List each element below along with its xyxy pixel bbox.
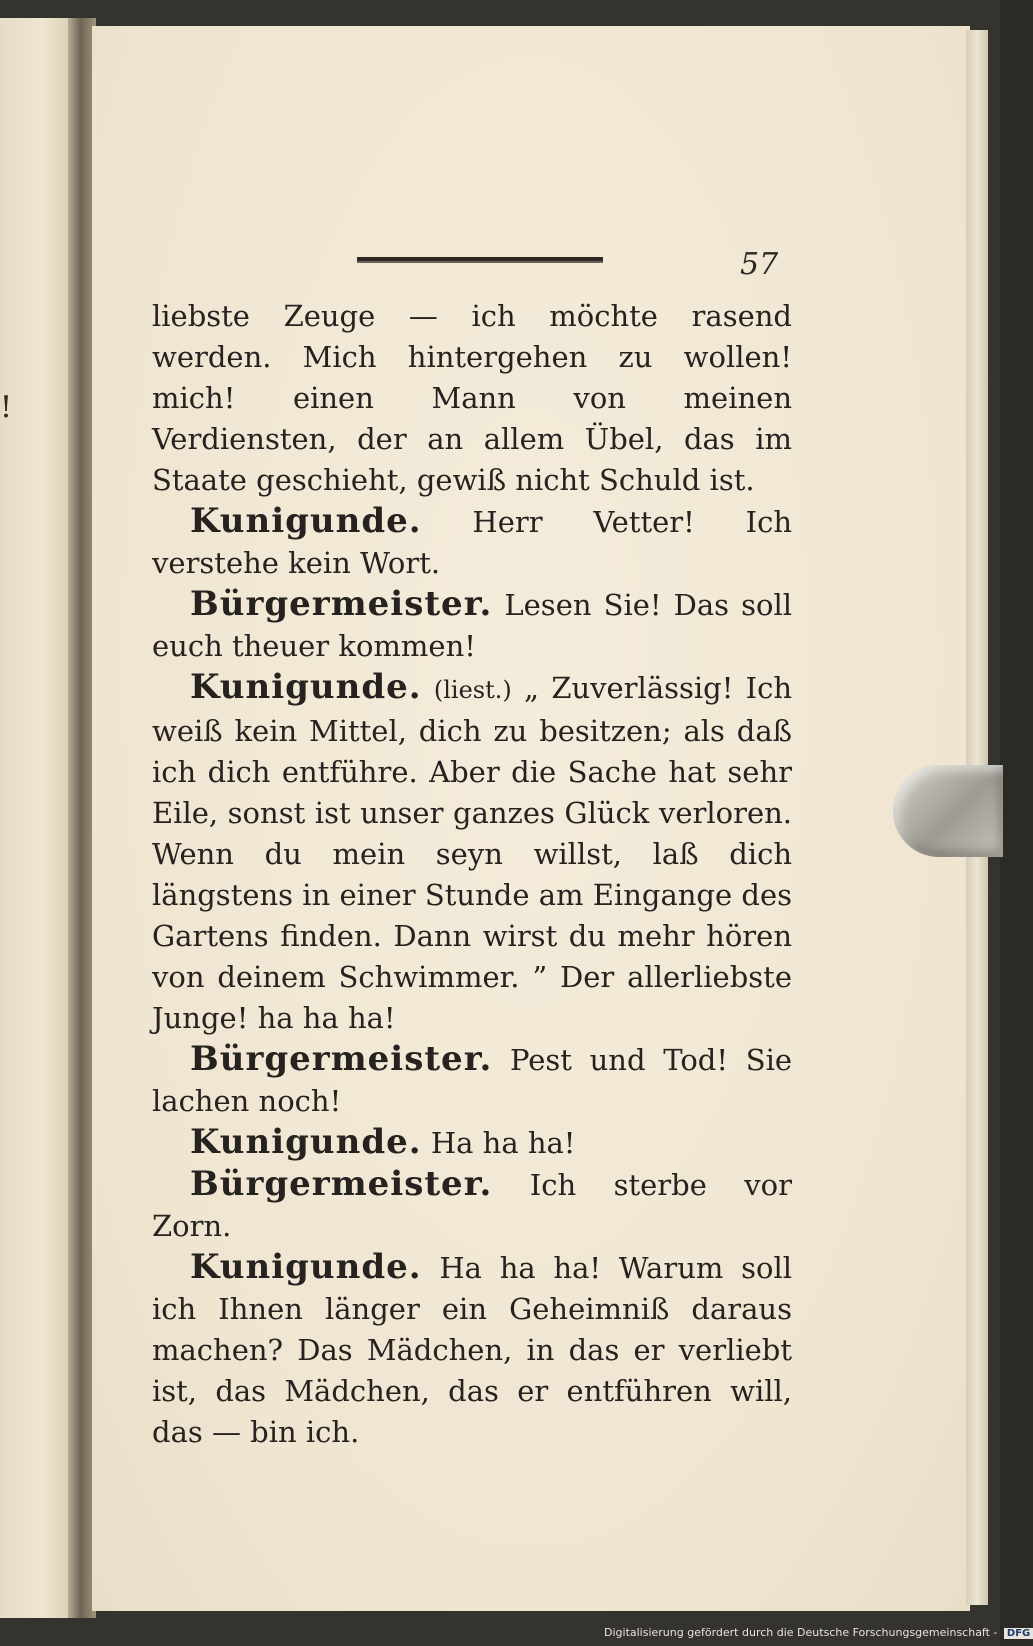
dialogue-entry [152,1039,792,1122]
speech-text: Pest und Tod! Sie lachen noch! [152,1043,793,1118]
dialogue-entry [152,1122,792,1164]
digitization-credit [604,1626,1033,1639]
left-page-mark: ! [0,390,13,425]
speech-text: Ha ha ha! Warum soll ich Ihnen länger ein Geheimniß daraus machen? Das Mädchen, in das er verliebt ist, das Mädchen, das er entführen will, das — bin ich. [152,1251,793,1449]
speaker-name: Kunigunde. [190,501,422,541]
dialogue-entry [152,667,792,1039]
speech-text: Lesen Sie! Das soll euch theuer kommen! [152,588,792,663]
speaker-name: Kunigunde. [190,667,422,707]
dialogue-entry [152,501,792,584]
dialogue-entry [152,584,792,667]
speaker-name: Kunigunde. [190,1122,422,1162]
header-rule [357,257,603,263]
speaker-name: Bürgermeister. [190,1164,493,1204]
page-text [152,296,792,1453]
dfg-logo: DFG [1004,1628,1033,1639]
stage-direction: (liest.) [433,676,512,704]
speech-text: „ Zuverlässig! Ich weiß kein Mittel, dich zu besitzen; als daß ich dich entführe. Aber die Sache hat sehr Eile, sonst ist unser ganzes Glück verloren. Wenn du mein seyn willst, laß dich längstens in einer Stunde am Eingange des Gartens finden. Dann wirst du mehr hören von deinem Schwimmer. ” Der allerliebste Junge! ha ha ha! [152,671,793,1035]
speech-text: Ich sterbe vor Zorn. [152,1168,792,1243]
dialogue-entry [152,1164,792,1247]
speech-text: Herr Vetter! Ich verstehe kein Wort. [152,505,792,580]
speech-text: Ha ha ha! [430,1126,576,1160]
page-clip [893,765,1003,857]
speaker-name: Bürgermeister. [190,584,493,624]
page-number: 57 [740,247,779,282]
credit-text: Digitalisierung gefördert durch die Deutsche Forschungsgemeinschaft - [604,1626,998,1639]
speaker-name: Kunigunde. [190,1247,422,1287]
dialogue-entry [152,1247,792,1453]
speaker-name: Bürgermeister. [190,1039,493,1079]
left-page-edge [0,18,72,1618]
paragraph: liebste Zeuge — ich möchte rasend werden. Mich hintergehen zu wollen! mich! einen Mann von meinen Verdiensten, der an allem Übel, das im Staate geschieht, gewiß nicht Schuld ist. [152,299,792,497]
